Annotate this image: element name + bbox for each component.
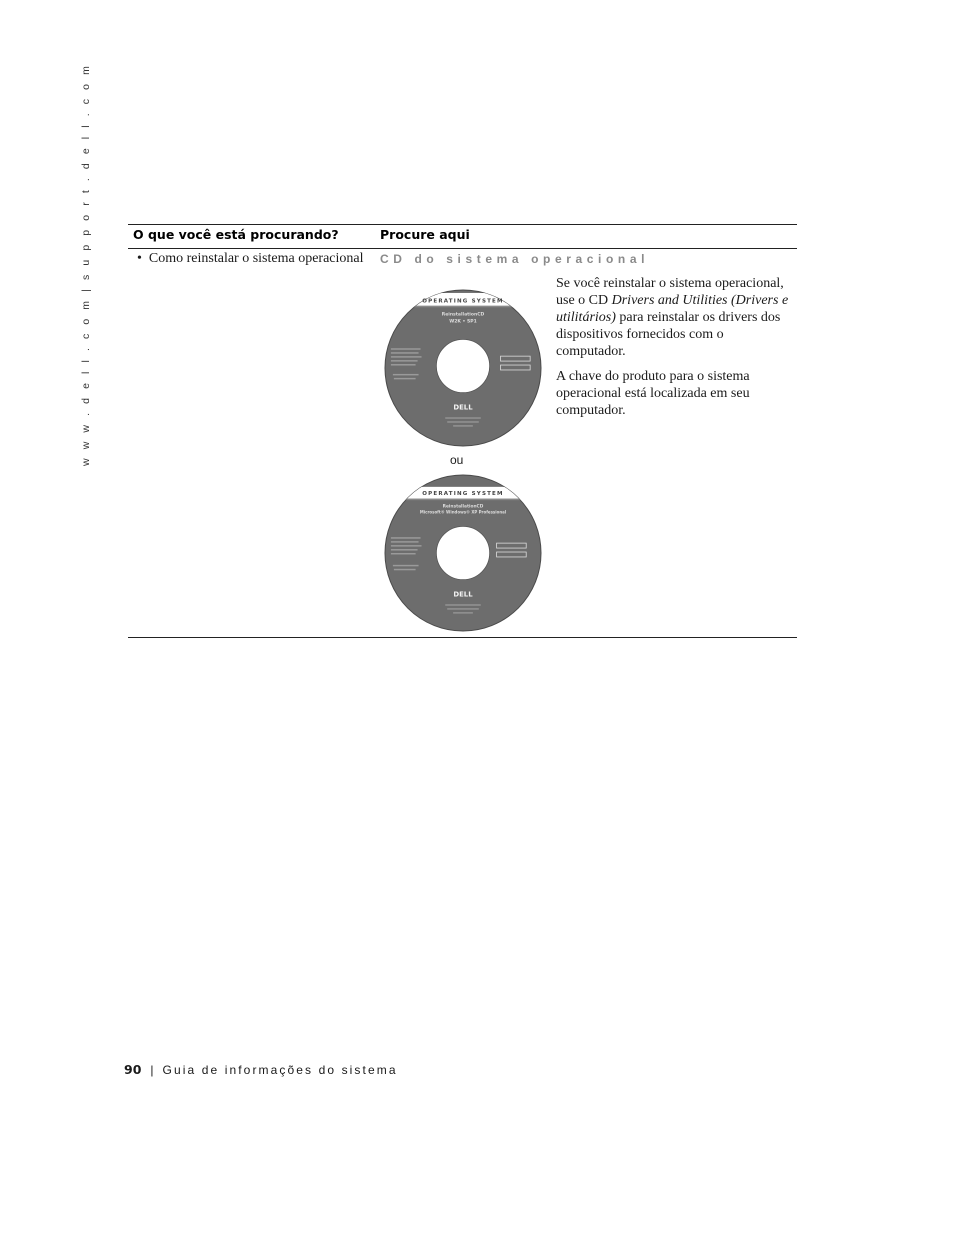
dell-logo: DELL <box>453 590 473 599</box>
disc-title: ReinstallationCD <box>442 504 484 510</box>
reinstall-description <box>556 275 796 360</box>
dell-logo: DELL <box>453 403 473 412</box>
header-bottom-rule <box>128 248 797 249</box>
footer-separator: | <box>150 1063 154 1077</box>
header-look-here: Procure aqui <box>380 227 470 242</box>
disc-banner: OPERATING SYSTEM <box>422 491 504 498</box>
description-text-1: Se você reinstalar o sistema operacional, use o CD <box>556 276 784 308</box>
product-key-note <box>556 368 796 419</box>
disc-title: ReinstallationCD <box>441 312 485 318</box>
product-key-text: A chave do produto para o sistema operacional está localizada em seu computador. <box>556 369 750 418</box>
drivers-utilities-title: Drivers and Utilities (Drivers e utilitários) <box>556 293 789 325</box>
or-separator: ou <box>450 453 464 467</box>
table-bottom-rule <box>128 637 797 638</box>
os-cd-image-w2k <box>384 289 542 447</box>
disc-subtitle: Microsoft® Windows® XP Professional <box>419 509 507 515</box>
header-looking-for: O que você está procurando? <box>133 227 339 242</box>
page-number: 90 <box>124 1062 142 1077</box>
table-top-rule <box>128 224 797 225</box>
cd-section-title: CD do sistema operacional <box>380 252 650 266</box>
site-url-sidebar: w w w . d e l l . c o m | s u p p o r t . d e l l . c o m <box>80 63 92 466</box>
reinstall-os-item: Como reinstalar o sistema operacional <box>148 251 364 266</box>
page-footer <box>124 1062 398 1077</box>
list-item <box>137 251 364 267</box>
document-title: Guia de informações do sistema <box>162 1063 398 1077</box>
disc-subtitle: W2K • SP1 <box>449 319 477 325</box>
os-cd-image-xp <box>384 474 542 632</box>
disc-banner: OPERATING SYSTEM <box>422 298 504 305</box>
bullet-icon: • <box>137 251 142 266</box>
description-text-2: para reinstalar os drivers dos dispositivos fornecidos com o computador. <box>556 310 781 359</box>
